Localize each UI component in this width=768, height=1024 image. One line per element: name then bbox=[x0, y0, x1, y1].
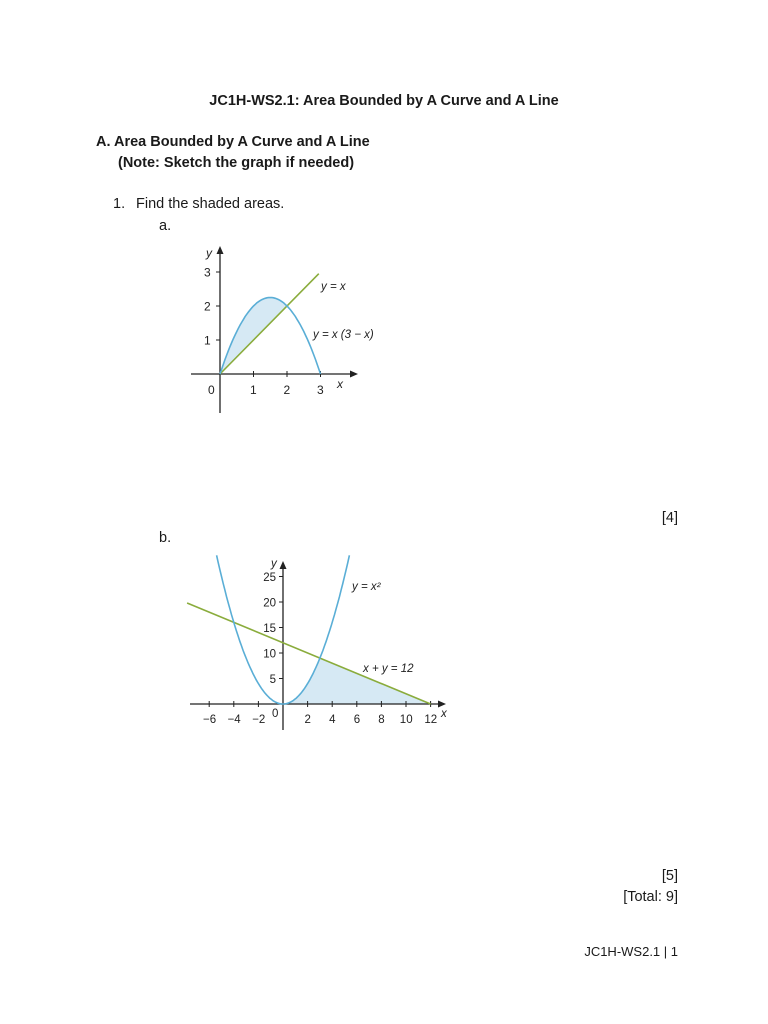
graph-a-y-tick-label: 2 bbox=[204, 299, 211, 314]
graph-a-line-label: y = x bbox=[321, 281, 346, 293]
part-a-label: a. bbox=[159, 218, 172, 234]
graph-a-x-tick-label: 3 bbox=[317, 383, 324, 397]
graph-a-shaded-region bbox=[220, 298, 287, 375]
graph-a-y-axis-label: y bbox=[206, 246, 212, 260]
graph-b-x-tick-label: 2 bbox=[304, 714, 311, 726]
graph-b-y-tick-label: 25 bbox=[263, 572, 276, 584]
total-marks: [Total: 9] bbox=[623, 889, 678, 905]
section-heading: A. Area Bounded by A Curve and A Line bbox=[96, 134, 370, 150]
graph-b-x-tick-label: 12 bbox=[424, 714, 438, 726]
graph-b-curve-label: y = x² bbox=[352, 581, 381, 593]
graph-a-line-y-equals-x bbox=[220, 274, 319, 374]
graph-b-line-label: x + y = 12 bbox=[363, 663, 414, 675]
graph-a-x-tick-label: 1 bbox=[250, 383, 257, 397]
graph-a-y-tick-label: 1 bbox=[204, 333, 211, 348]
graph-b-y-tick-label: 20 bbox=[263, 597, 276, 610]
graph-b-axes bbox=[190, 561, 446, 730]
graph-a-x-arrow bbox=[350, 371, 358, 378]
graph-b-x-tick-label: 8 bbox=[378, 714, 385, 726]
page-footer: JC1H-WS2.1 | 1 bbox=[584, 944, 678, 959]
graph-a-x-tick-label: 0 bbox=[208, 383, 215, 397]
graph-b-y-tick-label: 5 bbox=[269, 674, 277, 686]
graph-b-y-arrow bbox=[280, 561, 287, 569]
graph-b bbox=[180, 550, 468, 742]
graph-b-x-tick-label: −4 bbox=[227, 714, 241, 726]
graph-b-x-tick-label: 0 bbox=[272, 708, 279, 720]
graph-b-x-arrow bbox=[438, 701, 446, 708]
graph-b-y-axis-label: y bbox=[271, 558, 277, 570]
question-number: 1. bbox=[113, 196, 126, 212]
graph-b-x-tick-label: −2 bbox=[252, 714, 266, 726]
section-note: (Note: Sketch the graph if needed) bbox=[118, 155, 355, 171]
graph-a-x-axis-label: x bbox=[337, 377, 343, 391]
graph-a-y-arrow bbox=[217, 246, 224, 254]
part-b-marks: [5] bbox=[661, 868, 678, 884]
graph-b-y-tick-label: 10 bbox=[263, 648, 276, 661]
graph-a-y-tick-label: 3 bbox=[204, 265, 211, 280]
part-b-label: b. bbox=[159, 530, 172, 546]
graph-a-curve-label: y = x (3 − x) bbox=[313, 329, 374, 341]
graph-b-x-tick-label: 10 bbox=[399, 714, 413, 726]
graph-a-x-tick-label: 2 bbox=[283, 383, 291, 397]
graph-b-y-tick-label: 15 bbox=[263, 623, 276, 635]
graph-b-x-tick-label: 4 bbox=[329, 714, 336, 726]
graph-b-x-tick-label: 6 bbox=[353, 714, 361, 726]
question-text: Find the shaded areas. bbox=[136, 196, 285, 212]
graph-a bbox=[183, 238, 388, 423]
graph-b-x-tick-label: −6 bbox=[203, 714, 217, 726]
graph-b-x-axis-label: x bbox=[441, 708, 447, 720]
worksheet-title: JC1H-WS2.1: Area Bounded by A Curve and A Line bbox=[209, 93, 559, 109]
part-a-marks: [4] bbox=[661, 510, 678, 526]
